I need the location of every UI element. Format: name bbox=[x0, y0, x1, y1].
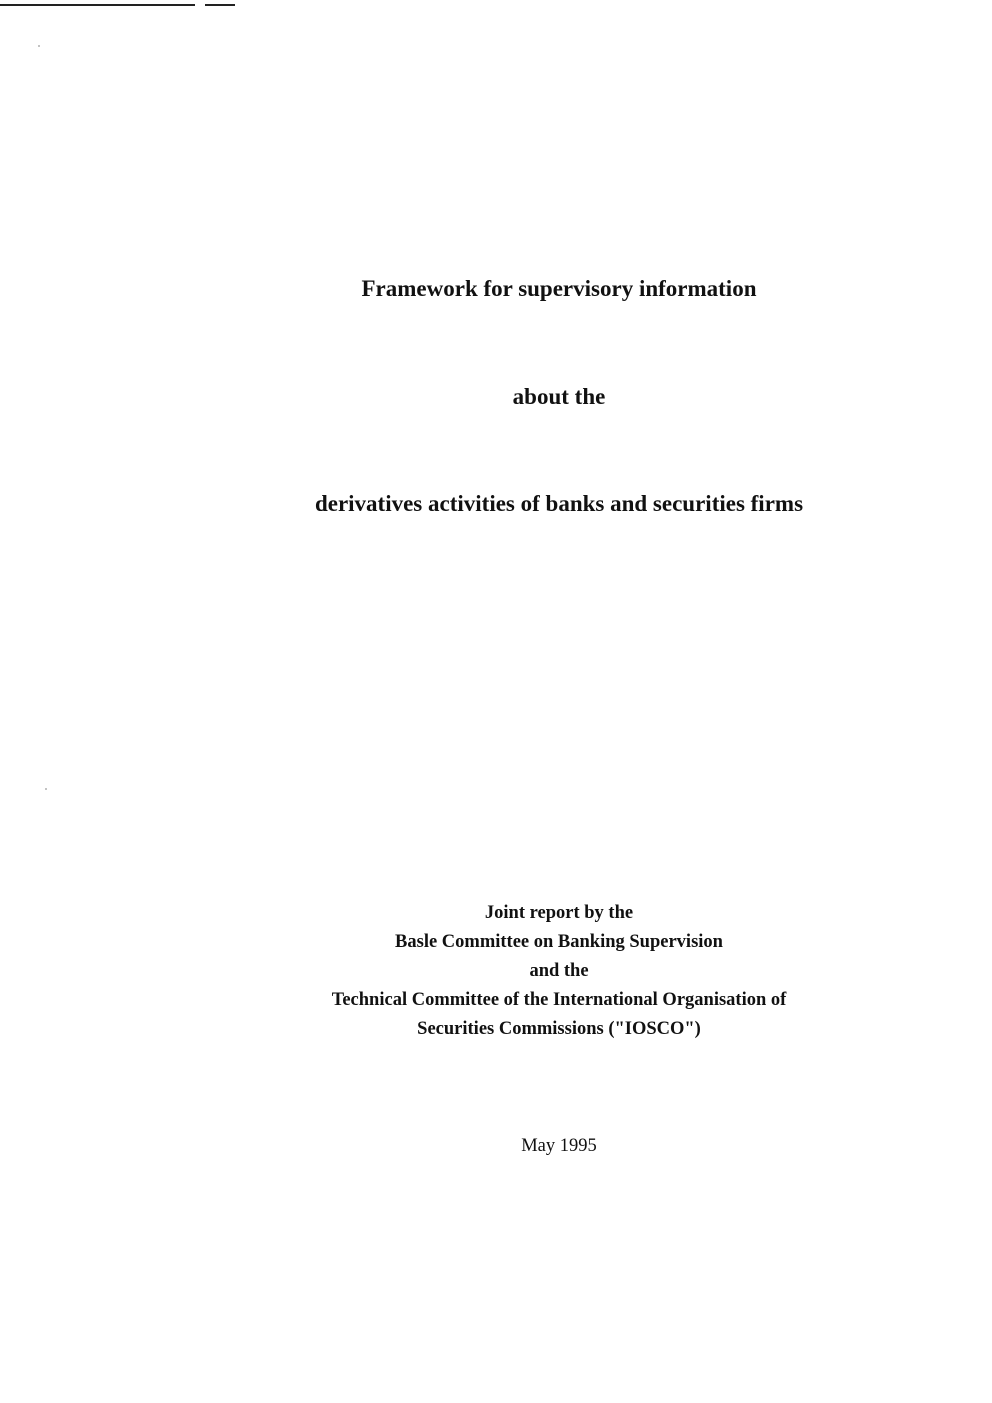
document-title-line-3: derivatives activities of banks and securities firms bbox=[314, 491, 804, 516]
report-line-5: Securities Commissions ("IOSCO") bbox=[417, 1019, 701, 1039]
publication-date: May 1995 bbox=[521, 1136, 597, 1156]
report-line-4: Technical Committee of the International Organisation of bbox=[331, 990, 787, 1010]
scan-artifact-line bbox=[0, 4, 195, 6]
report-line-2: Basle Committee on Banking Supervision bbox=[395, 932, 723, 952]
report-line-1: Joint report by the bbox=[484, 903, 634, 923]
scan-artifact-line bbox=[205, 4, 235, 6]
scan-speck bbox=[38, 45, 40, 47]
document-title-line-1: Framework for supervisory information bbox=[361, 276, 757, 301]
report-line-3: and the bbox=[529, 961, 589, 981]
scan-speck bbox=[45, 788, 47, 790]
document-title-line-2: about the bbox=[512, 384, 606, 409]
